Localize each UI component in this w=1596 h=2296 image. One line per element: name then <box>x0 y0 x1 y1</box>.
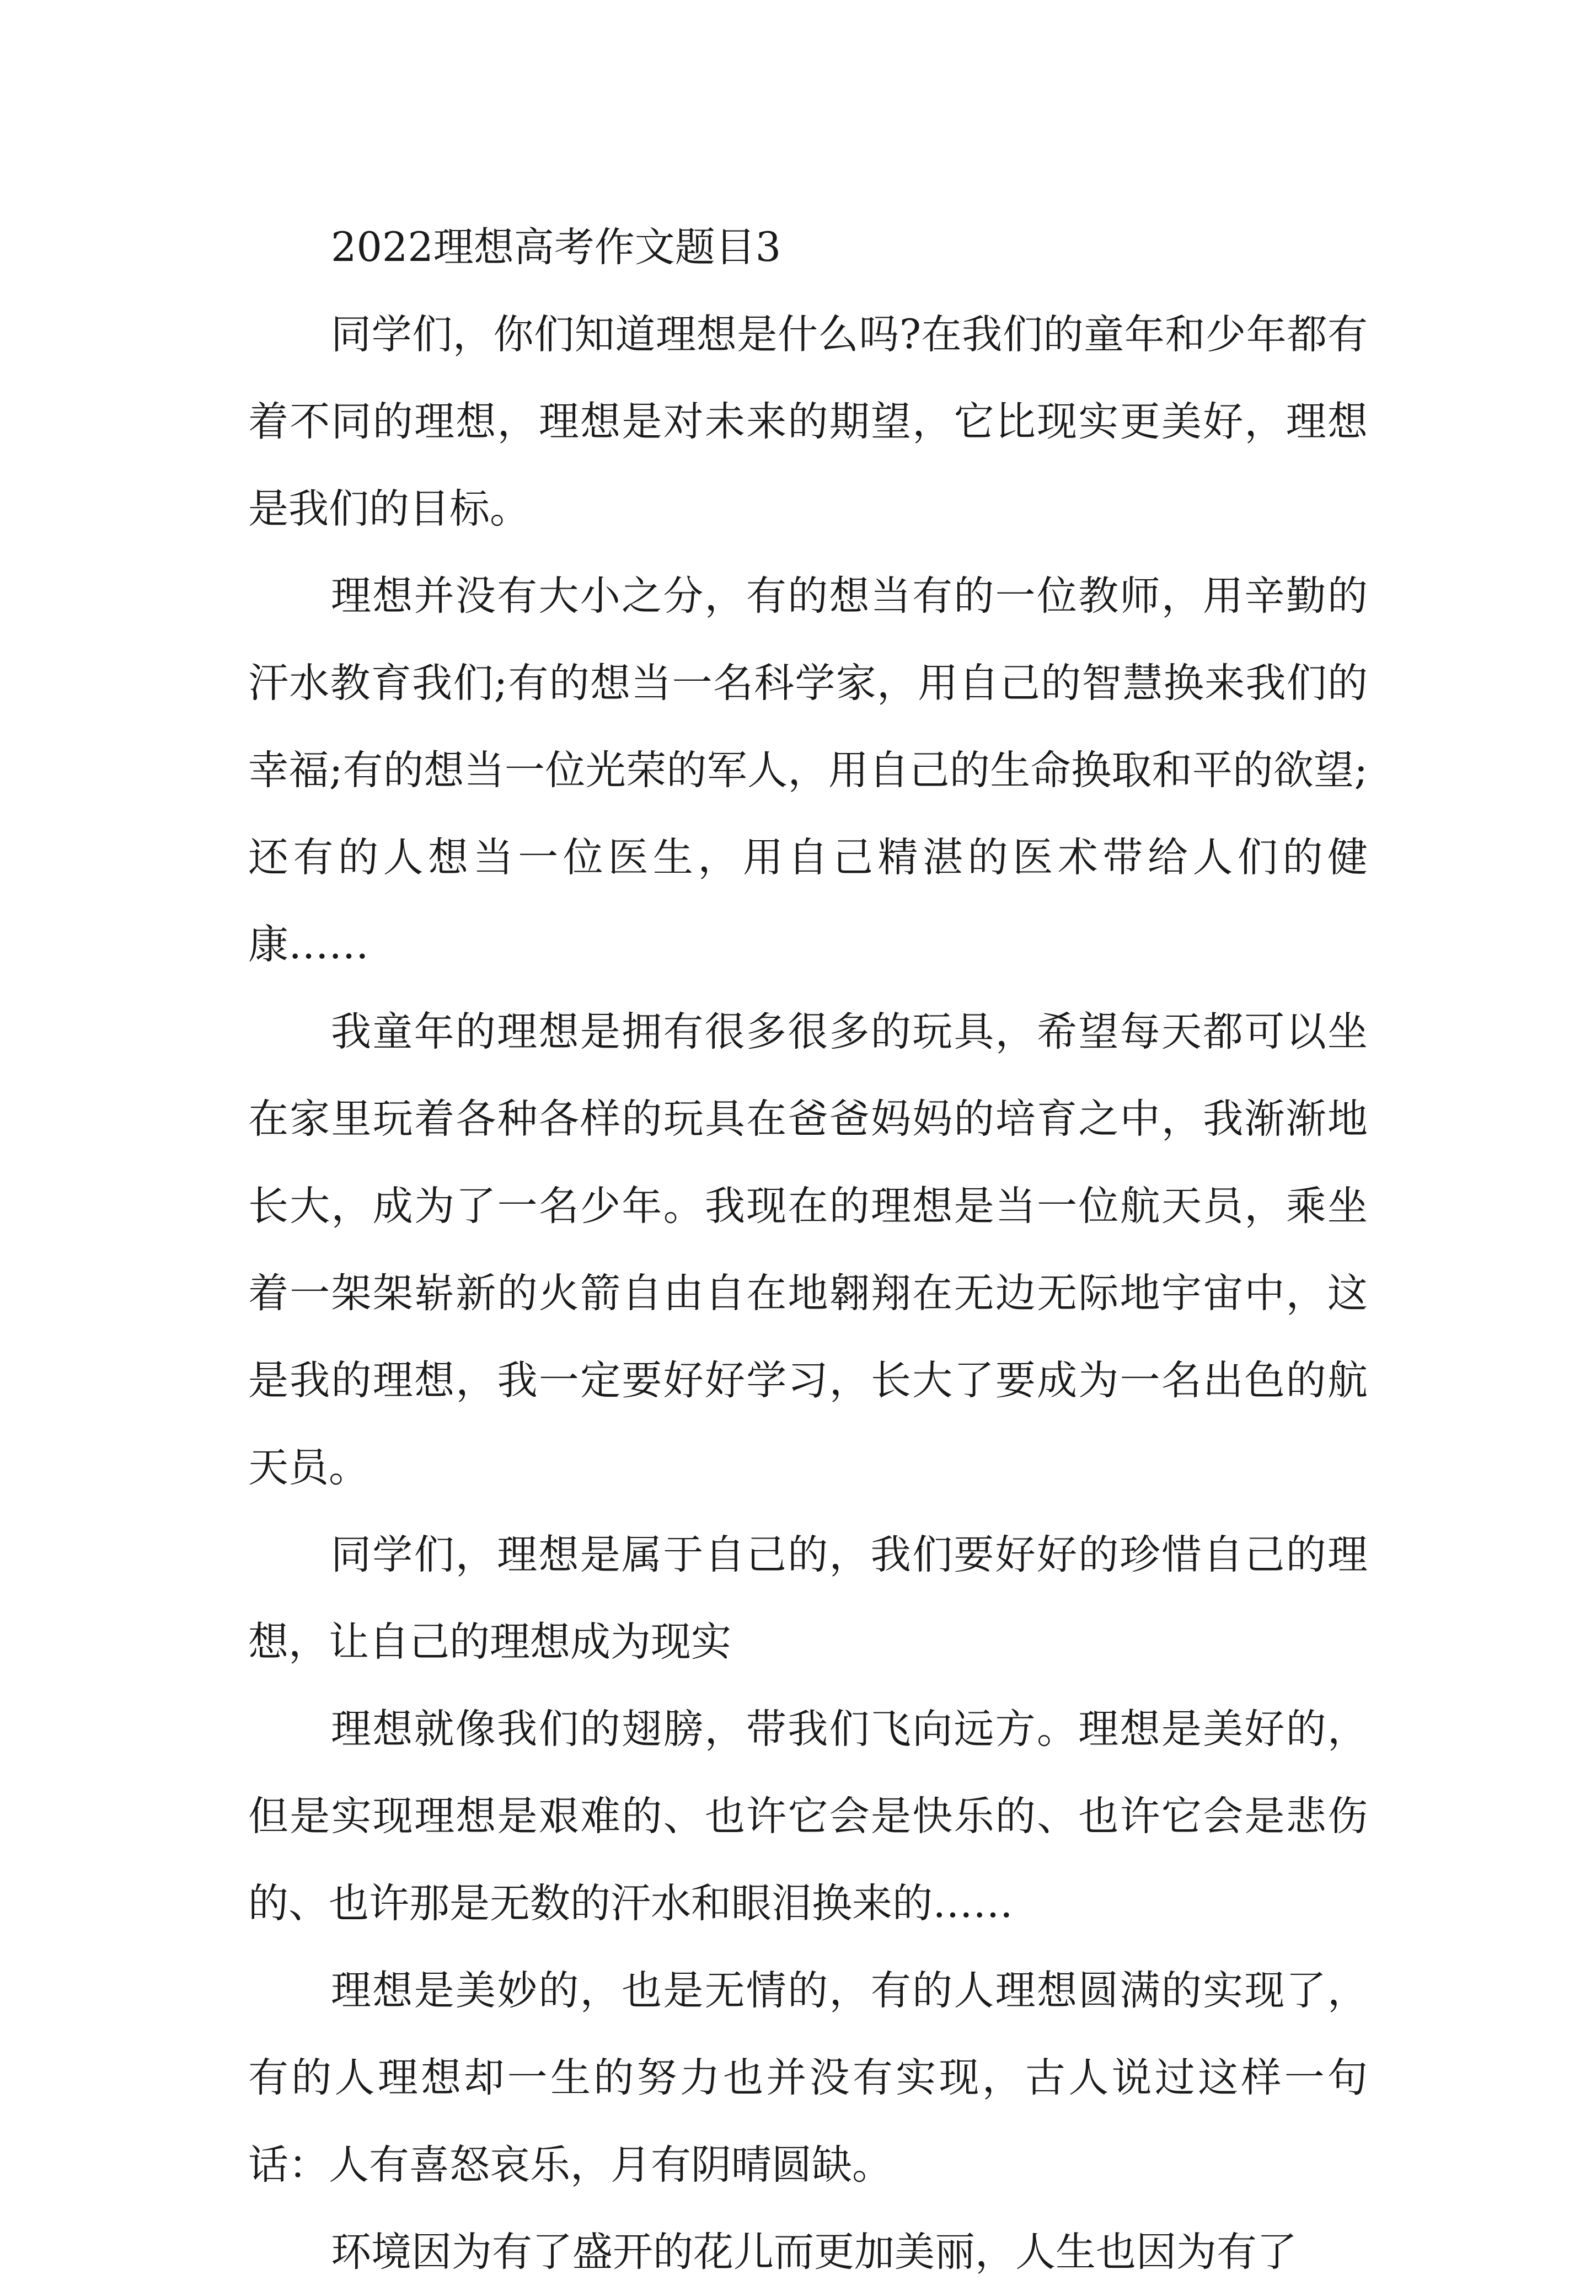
paragraph-1: 同学们，你们知道理想是什么吗?在我们的童年和少年都有着不同的理想，理想是对未来的期望，它比现实更美好，理想是我们的目标。 <box>248 311 1368 532</box>
paragraph-2: 理想并没有大小之分，有的想当有的一位教师，用辛勤的汗水教育我们;有的想当一名科学家，用自己的智慧换来我们的幸福;有的想当一位光荣的军人，用自己的生命换取和平的欲望;还有的人想当一位医生，用自己精湛的医术带给人们的健康…… <box>248 573 1368 968</box>
paragraph-5: 理想就像我们的翅膀，带我们飞向远方。理想是美好的，但是实现理想是艰难的、也许它会是快乐的、也许它会是悲伤的、也许那是无数的汗水和眼泪换来的…… <box>248 1706 1368 1927</box>
document-title: 2022理想高考作文题目3 <box>331 224 781 271</box>
paragraph-4: 同学们，理想是属于自己的，我们要好好的珍惜自己的理想，让自己的理想成为现实 <box>248 1531 1368 1665</box>
paragraph-3: 我童年的理想是拥有很多很多的玩具，希望每天都可以坐在家里玩着各种各样的玩具在爸爸妈妈的培育之中，我渐渐地长大，成为了一名少年。我现在的理想是当一位航天员，乘坐着一架架崭新的火箭自由自在地翱翔在无边无际地宇宙中，这是我的理想，我一定要好好学习，长大了要成为一名出色的航天员。 <box>248 1008 1368 1491</box>
document-body <box>248 204 1368 2296</box>
paragraph-7: 环境因为有了盛开的花儿而更加美丽，人生也因为有了 <box>331 2229 1297 2276</box>
paragraph-6: 理想是美妙的，也是无情的，有的人理想圆满的实现了，有的人理想却一生的努力也并没有实现，古人说过这样一句话：人有喜怒哀乐，月有阴晴圆缺。 <box>248 1967 1368 2188</box>
